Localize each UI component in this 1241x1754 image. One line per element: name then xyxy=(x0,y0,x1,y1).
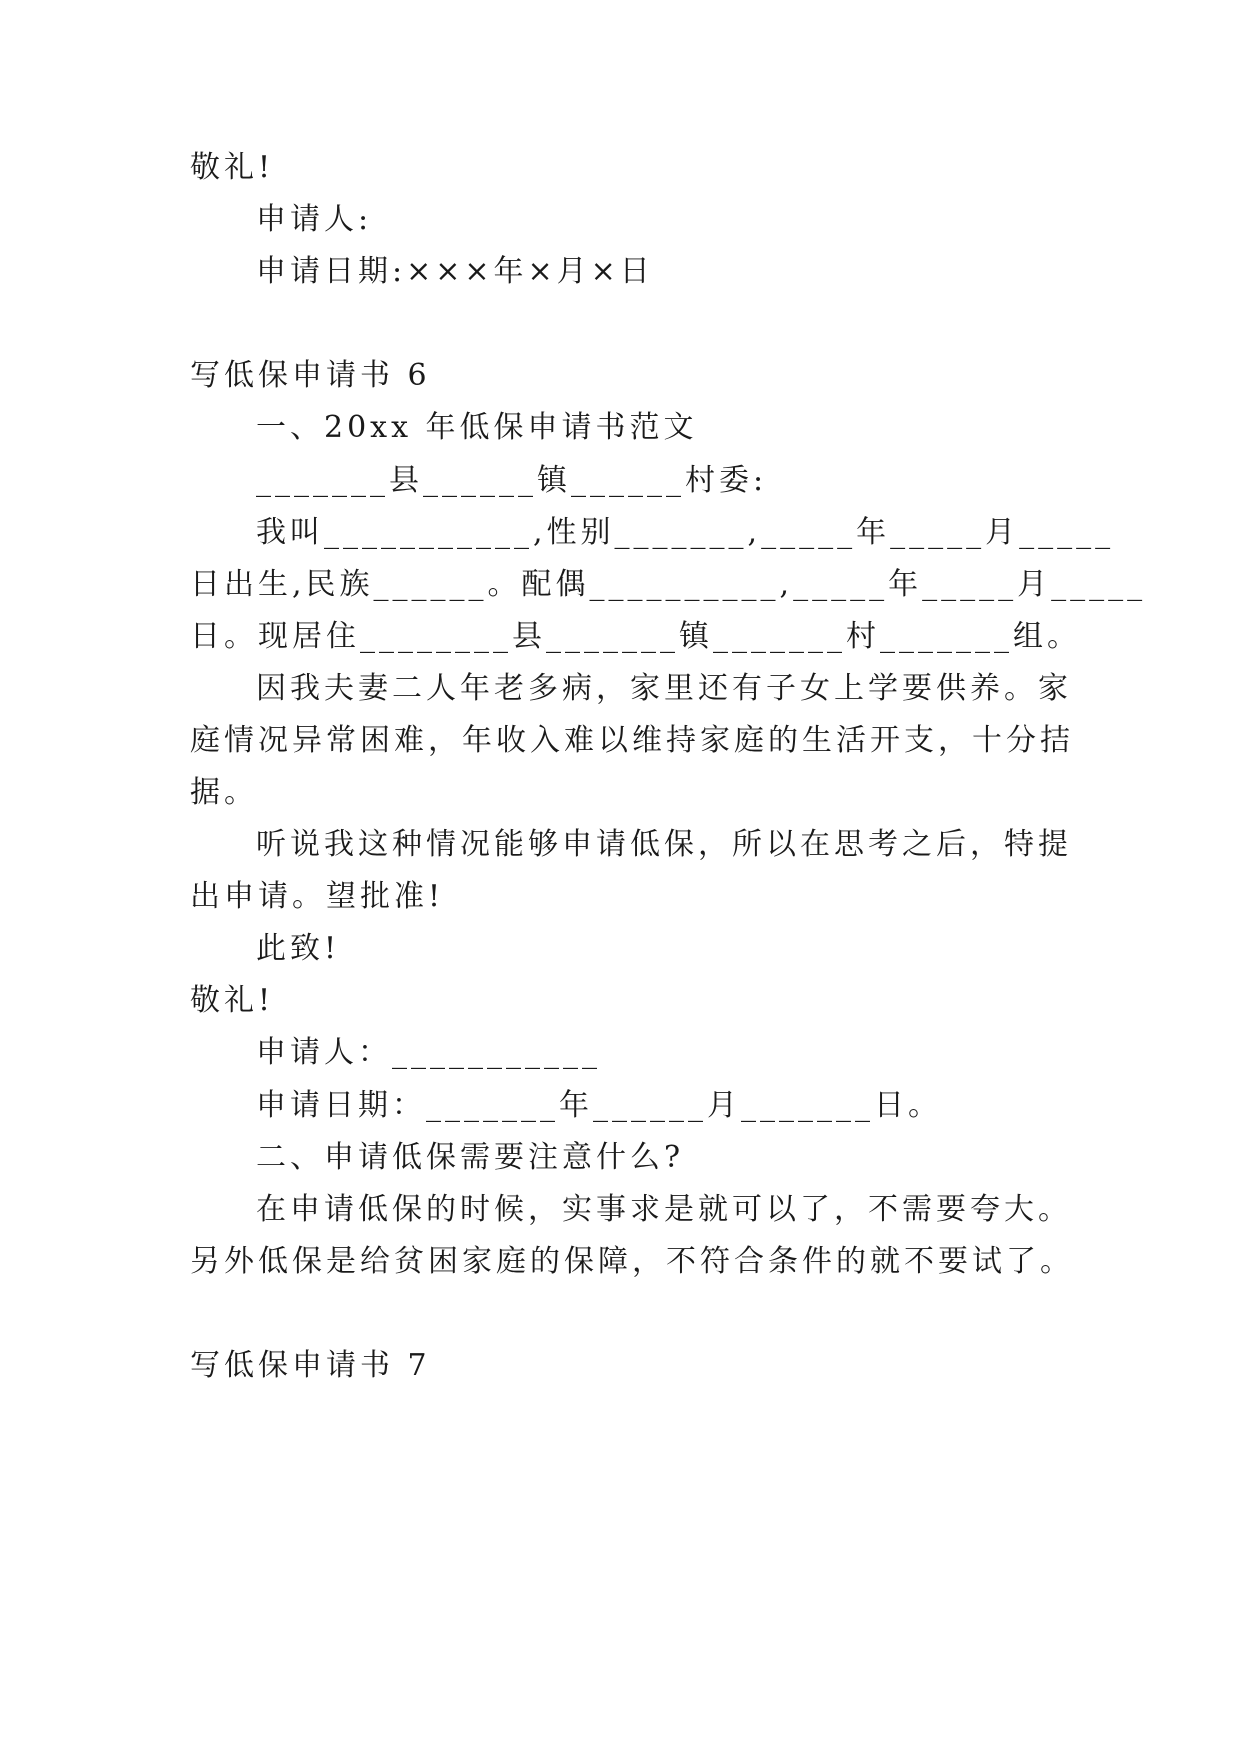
paragraph-line: 出申请。望批准! xyxy=(190,879,445,914)
paragraph-line: 听说我这种情况能够申请低保，所以在思考之后，特提 xyxy=(256,827,1072,862)
paragraph-line: 日出生,民族______。配偶__________,_____年_____月_____ xyxy=(190,567,1147,602)
closing-salute: 敬礼! xyxy=(190,983,275,1018)
addressee-line: _______县______镇______村委: xyxy=(256,463,768,498)
application-date-line: 申请日期:×××年×月×日 xyxy=(256,254,654,289)
closing-line: 此致! xyxy=(256,931,341,966)
paragraph-line: 我叫___________,性别_______,_____年_____月_____ xyxy=(256,515,1115,550)
application-date-line: 申请日期：_______年______月_______日。 xyxy=(256,1088,942,1123)
applicant-line: 申请人: xyxy=(256,202,373,237)
closing-salute: 敬礼! xyxy=(190,150,275,185)
applicant-line: 申请人：___________ xyxy=(256,1035,601,1070)
subheading: 二、申请低保需要注意什么? xyxy=(256,1140,685,1175)
paragraph-line: 据。 xyxy=(190,775,258,810)
paragraph-line: 因我夫妻二人年老多病，家里还有子女上学要供养。家 xyxy=(256,671,1072,706)
section-heading: 写低保申请书 6 xyxy=(190,358,431,393)
paragraph-line: 另外低保是给贫困家庭的保障，不符合条件的就不要试了。 xyxy=(190,1244,1074,1279)
subheading: 一、20xx 年低保申请书范文 xyxy=(256,410,698,445)
section-heading: 写低保申请书 7 xyxy=(190,1348,431,1383)
paragraph-line: 在申请低保的时候，实事求是就可以了，不需要夸大。 xyxy=(256,1192,1072,1227)
paragraph-line: 日。现居住________县_______镇_______村_______组。 xyxy=(190,619,1081,654)
paragraph-line: 庭情况异常困难，年收入难以维持家庭的生活开支，十分拮 xyxy=(190,723,1074,758)
